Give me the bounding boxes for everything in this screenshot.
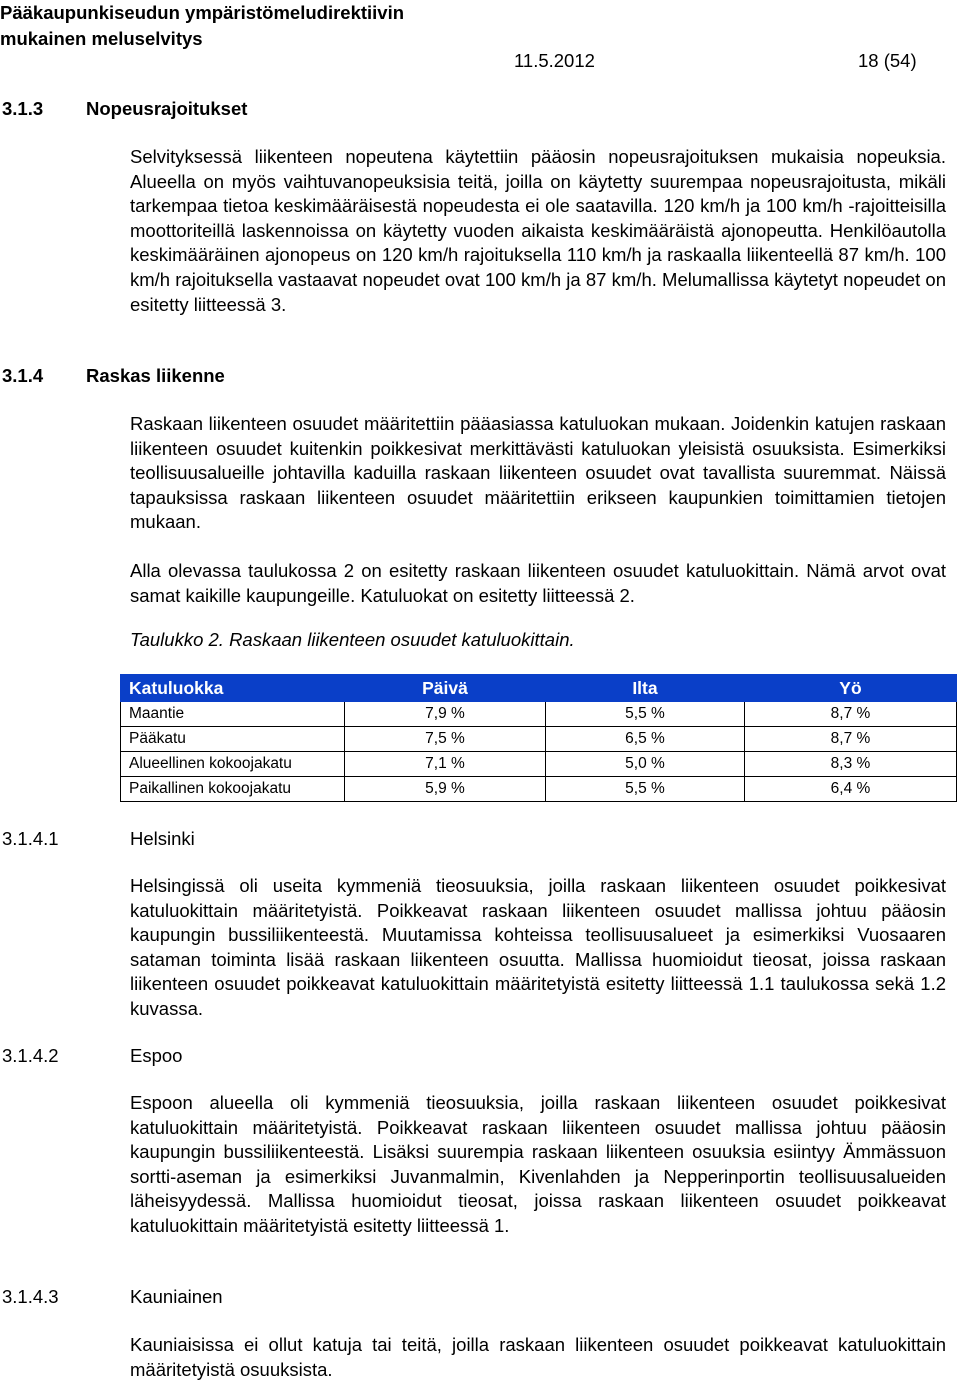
section-heading-3-1-4: [2, 365, 225, 387]
section-number: 3.1.4.3: [2, 1286, 59, 1307]
table-caption: Taulukko 2. Raskaan liikenteen osuudet katuluokittain.: [130, 629, 575, 650]
table-cell: 6,4 %: [744, 777, 956, 802]
section-heading-3-1-3: [2, 98, 248, 120]
section-number: 3.1.4.2: [2, 1045, 59, 1066]
table-row: [121, 702, 957, 727]
table-header-row: [121, 675, 957, 702]
paragraph-espoo: Espoon alueella oli kymmeniä tieosuuksia, joilla raskaan liikenteen osuudet poikkesivat katuluokittain määritetyistä. Poikkeavat raskaan liikenteen osuudet mallissa johtuu pääosin kaupungin bussiliikenteestä. Lisäksi suurempia raskaan liikenteen osuuksia esiintyy Ämmässuon sortti-aseman ja esimerkiksi Juvanmalmin, Kivenlahden ja Nepperinportin teollisuusalueiden läheisyydessä. Mallissa huomioidut tieosat, joissa raskaan liikenteen osuudet poikkeavat katuluokittain määritetyistä esitetty liitteessä 1.: [130, 1092, 946, 1236]
section-title: Helsinki: [130, 828, 195, 849]
table-cell: Alueellinen kokoojakatu: [121, 752, 345, 777]
section-title: Raskas liikenne: [86, 365, 225, 386]
table-cell: 5,5 %: [546, 702, 745, 727]
table-header-cell: Yö: [744, 675, 956, 702]
table-cell: Paikallinen kokoojakatu: [121, 777, 345, 802]
table-cell: Pääkatu: [121, 727, 345, 752]
section-number: 3.1.4: [2, 365, 44, 386]
heavy-traffic-share-table: [120, 674, 957, 802]
header-title-line1: Pääkaupunkiseudun ympäristömeludirektiivin: [0, 2, 405, 23]
section-heading-3-1-4-1: [2, 828, 195, 850]
paragraph-kauniainen: Kauniaisissa ei ollut katuja tai teitä, joilla raskaan liikenteen osuudet poikkeavat katuluokittain määritetyistä osuuksista.: [130, 1334, 946, 1380]
table-cell: 5,9 %: [344, 777, 545, 802]
table-header-cell: Ilta: [546, 675, 745, 702]
section-heading-3-1-4-2: [2, 1045, 183, 1067]
table-cell: 5,0 %: [546, 752, 745, 777]
document-header-title: [0, 0, 404, 52]
paragraph-heavy-traffic-1: Raskaan liikenteen osuudet määritettiin pääasiassa katuluokan mukaan. Joidenkin katujen raskaan liikenteen osuudet kuitenkin poikkesivat merkittävästi katuluokan yleisistä osuuksista. Esimerkiksi teollisuusalueille johtavilla kaduilla raskaan liikenteen osuudet ovat tavallista suuremmat. Näissä tapauksissa raskaan liikenteen osuudet määritettiin erikseen kaupunkien toimittamien tietojen mukaan.: [130, 413, 946, 533]
table-row: [121, 727, 957, 752]
section-heading-3-1-4-3: [2, 1286, 223, 1308]
table-cell: Maantie: [121, 702, 345, 727]
section-number: 3.1.3: [2, 98, 44, 119]
table-cell: 8,3 %: [744, 752, 956, 777]
table-cell: 8,7 %: [744, 702, 956, 727]
section-title: Kauniainen: [130, 1286, 223, 1307]
header-title-line2: mukainen meluselvitys: [0, 28, 203, 49]
table-header-cell: Katuluokka: [121, 675, 345, 702]
paragraph-helsinki: Helsingissä oli useita kymmeniä tieosuuksia, joilla raskaan liikenteen osuudet poikkesivat katuluokittain määritetyistä. Poikkeavat raskaan liikenteen osuudet mallissa johtuu pääosin kaupungin bussiliikenteestä. Muutamissa kohteissa teollisuusalueet ja esimerkiksi Vuosaaren sataman toiminta lisää raskaan liikenteen osuutta. Mallissa huomioidut tieosat, joissa raskaan liikenteen osuudet poikkeavat katuluokittain määritetyistä esitetty liitteessä 1.1 taulukossa sekä 1.2 kuvassa.: [130, 875, 946, 1019]
table-row: [121, 777, 957, 802]
table-cell: 5,5 %: [546, 777, 745, 802]
section-title: Nopeusrajoitukset: [86, 98, 248, 119]
table-header-cell: Päivä: [344, 675, 545, 702]
table-cell: 6,5 %: [546, 727, 745, 752]
table-row: [121, 752, 957, 777]
table-cell: 7,1 %: [344, 752, 545, 777]
table-cell: 7,5 %: [344, 727, 545, 752]
header-page-number: 18 (54): [858, 50, 917, 71]
table-cell: 7,9 %: [344, 702, 545, 727]
table-cell: 8,7 %: [744, 727, 956, 752]
paragraph-speed-limits: Selvityksessä liikenteen nopeutena käytettiin pääosin nopeusrajoituksen mukaisia nopeuksia. Alueella on myös vaihtuvanopeuksisia teitä, joilla on käytetty suurempaa nopeusrajoitusta, mikäli tarkempaa tietoa keskimääräisestä nopeudesta ei ole saatavilla. 120 km/h ja 100 km/h -rajoitteisilla moottoriteillä laskennoissa on käytetty vuoden aikaista keskimääräistä ajonopeutta. Henkilöautolla keskimääräinen ajonopeus on 120 km/h rajoituksella 110 km/h ja raskaalla liikenteellä 87 km/h. 100 km/h rajoituksella vastaavat nopeudet ovat 100 km/h ja 87 km/h. Melumallissa käytetyt nopeudet on esitetty liitteessä 3.: [130, 146, 946, 315]
header-date: 11.5.2012: [514, 50, 595, 71]
paragraph-heavy-traffic-2: Alla olevassa taulukossa 2 on esitetty raskaan liikenteen osuudet katuluokittain. Nämä arvot ovat samat kaikille kaupungeille. Katuluokat on esitetty liitteessä 2.: [130, 560, 946, 606]
section-title: Espoo: [130, 1045, 183, 1066]
section-number: 3.1.4.1: [2, 828, 59, 849]
